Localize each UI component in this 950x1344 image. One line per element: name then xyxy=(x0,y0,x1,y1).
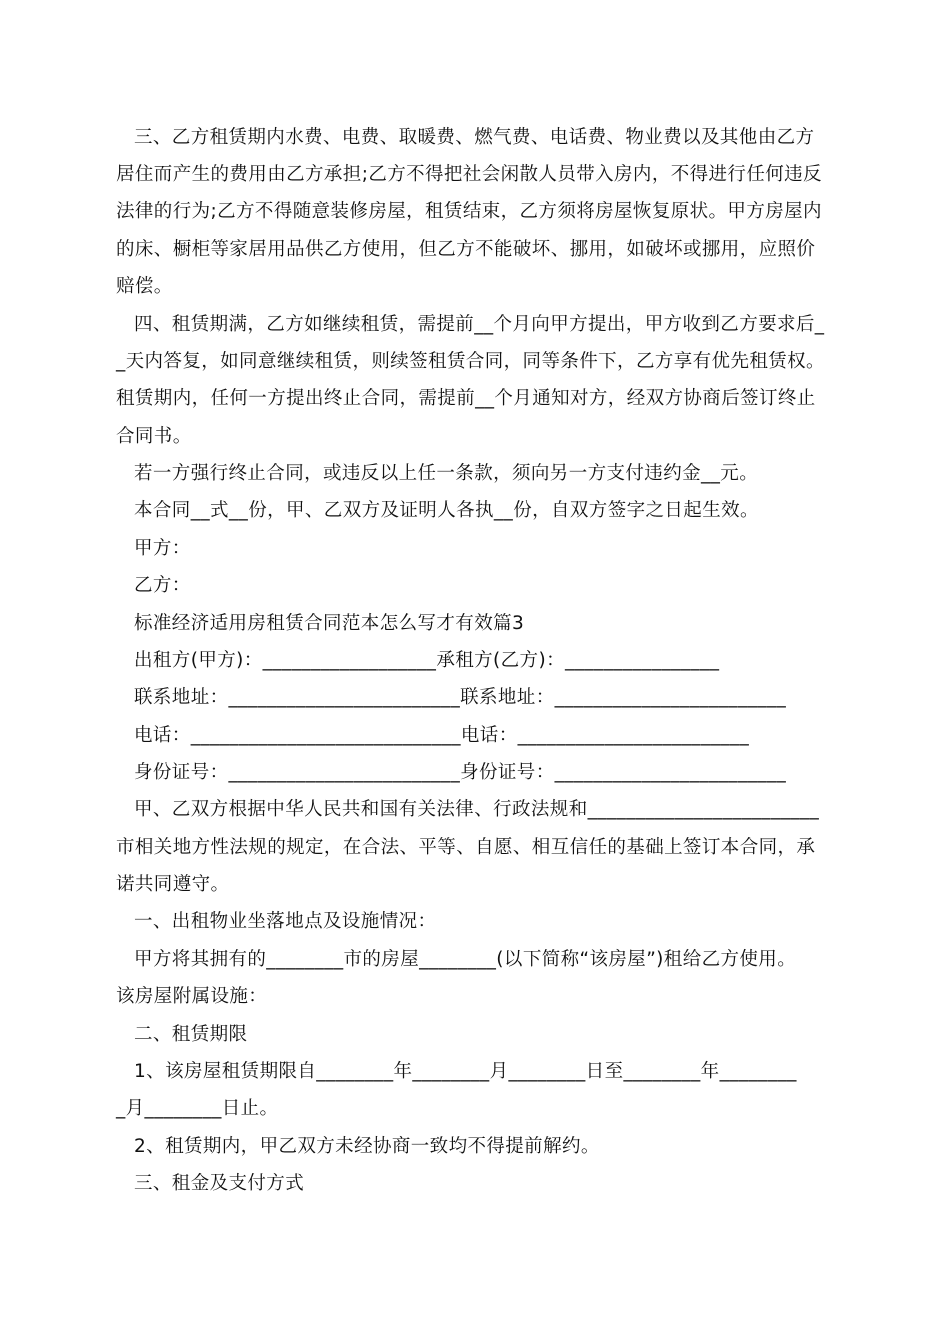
paragraph-line: 合同书。 xyxy=(116,426,192,447)
clause-heading: 三、租金及支付方式 xyxy=(134,1173,305,1194)
paragraph-line: 2、租赁期内，甲乙双方未经协商一致均不得提前解约。 xyxy=(134,1136,600,1157)
form-line-id: 身份证号：________________________身份证号：________________________ xyxy=(134,762,787,783)
signature-label-party-b: 乙方： xyxy=(134,575,191,596)
clause-heading: 一、出租物业坐落地点及设施情况： xyxy=(134,911,437,932)
paragraph-line: 若一方强行终止合同，或违反以上任一条款，须向另一方支付违约金__元。 xyxy=(134,463,759,484)
paragraph-line: 法律的行为;乙方不得随意装修房屋，租赁结束，乙方须将房屋恢复原状。甲方房屋内 xyxy=(116,201,822,222)
paragraph-line: 甲方将其拥有的________市的房屋________(以下简称“该房屋”)租给乙方使用。 xyxy=(134,949,797,970)
form-line-phone: 电话：____________________________电话：________________________ xyxy=(134,725,750,746)
paragraph-line: 的床、橱柜等家居用品供乙方使用，但乙方不能破坏、挪用，如破坏或挪用，应照价 xyxy=(116,239,816,260)
paragraph-line: 赔偿。 xyxy=(116,276,173,297)
paragraph-line: 该房屋附属设施： xyxy=(116,986,268,1007)
paragraph-line: 四、租赁期满，乙方如继续租赁，需提前__个月向甲方提出，甲方收到乙方要求后_ xyxy=(134,314,825,335)
paragraph-line: 居住而产生的费用由乙方承担;乙方不得把社会闲散人员带入房内，不得进行任何违反 xyxy=(116,164,822,185)
paragraph-line: _天内答复，如同意继续租赁，则续签租赁合同，同等条件下，乙方享有优先租赁权。 xyxy=(116,351,825,372)
paragraph-line: 市相关地方性法规的规定，在合法、平等、自愿、相互信任的基础上签订本合同，承 xyxy=(116,837,816,858)
paragraph-line: 诺共同遵守。 xyxy=(116,874,230,895)
clause-heading: 二、租赁期限 xyxy=(134,1024,248,1045)
paragraph-line: _月________日止。 xyxy=(116,1098,279,1119)
section-title: 标准经济适用房租赁合同范本怎么写才有效篇3 xyxy=(134,613,525,634)
form-line-address: 联系地址：________________________联系地址：________________________ xyxy=(134,687,787,708)
signature-label-party-a: 甲方： xyxy=(134,538,191,559)
paragraph-line: 三、乙方租赁期内水费、电费、取暖费、燃气费、电话费、物业费以及其他由乙方 xyxy=(134,127,815,148)
paragraph-line: 租赁期内，任何一方提出终止合同，需提前__个月通知对方，经双方协商后签订终止 xyxy=(116,388,816,409)
form-line-parties: 出租方(甲方)：__________________承租方(乙方)：________________ xyxy=(134,650,720,671)
paragraph-line: 1、该房屋租赁期限自________年________月________日至________年________ xyxy=(134,1061,797,1082)
paragraph-line: 本合同__式__份，甲、乙双方及证明人各执__份，自双方签字之日起生效。 xyxy=(134,500,759,521)
paragraph-line: 甲、乙双方根据中华人民共和国有关法律、行政法规和________________________ xyxy=(134,799,820,820)
